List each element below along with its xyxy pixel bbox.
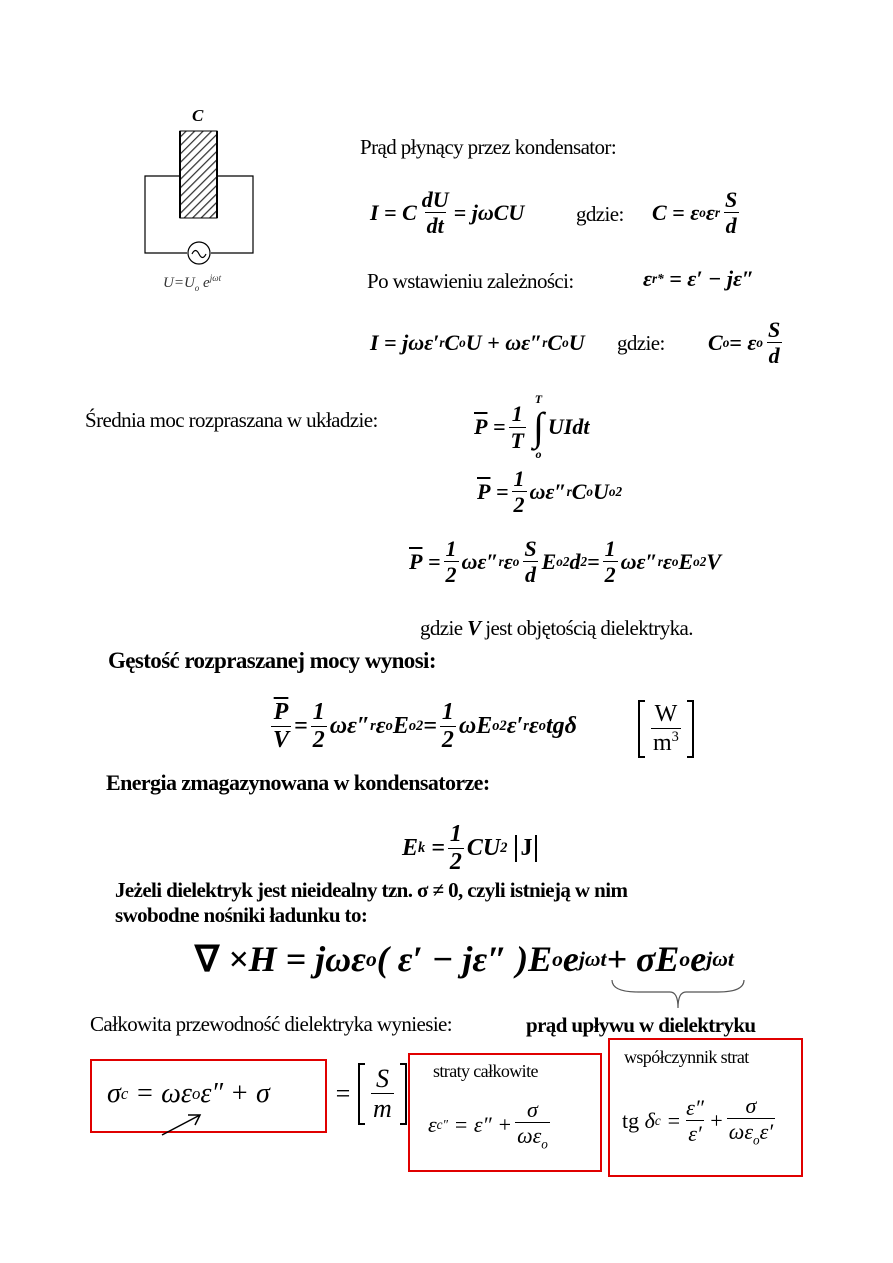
arrow-icon	[160, 1112, 205, 1138]
density-heading: Gęstość rozpraszanej mocy wynosi:	[108, 648, 436, 673]
energy-unit: J	[515, 835, 537, 862]
total-losses-equation: ε c ″ = ε″ + $\frac{\sigma}{\omega\varepsilon_o}$	[428, 1097, 548, 1152]
avg-power-formula: $\overline{P}$ = $\frac{1}{2}$ ωε″ r C o U o 2	[477, 466, 623, 518]
complex-permittivity-equation: ε r * = ε′ − jε″	[643, 266, 755, 291]
gdzie-label-2: gdzie:	[617, 331, 665, 355]
leakage-brace	[608, 978, 748, 1014]
current-heading: Prąd płynący przez kondensator:	[360, 135, 617, 159]
volume-note: gdzie V jest objętością dielektryka.	[420, 616, 693, 640]
avg-power-integral: $\overline{P}$ = $\frac{1}{T}$ T ∫ o UIdt	[474, 392, 590, 461]
loss-factor-label: współczynnik strat	[624, 1047, 749, 1067]
power-density-equation: $\frac{\overline{P}}{V}$ = $\frac{1}{2}$ ωε″ r ε o E o 2 = $\frac{1}{2}$ ωE o 2 ε′ r ε o tgδ	[273, 699, 577, 754]
dielectric-hatch	[180, 131, 217, 218]
vacuum-capacitance-equation: C o = ε o $\frac{S}{d}$	[708, 317, 781, 369]
capacitor-label: C	[192, 106, 204, 125]
nonideal-line-2: swobodne nośniki ładunku to:	[115, 903, 368, 927]
total-losses-label: straty całkowite	[433, 1061, 538, 1081]
energy-equation: E k = $\frac{1}{2}$ CU 2 J	[402, 822, 537, 875]
capacitance-equation: C = ε o ε r $\frac{S}{d}$	[652, 187, 738, 239]
avg-power-heading: Średnia moc rozpraszana w układzie:	[85, 408, 378, 432]
gdzie-label-1: gdzie:	[576, 202, 624, 226]
total-conductivity-heading: Całkowita przewodność dielektryka wyniesie:	[90, 1012, 453, 1036]
substitution-heading: Po wstawieniu zależności:	[367, 269, 574, 293]
power-density-unit: $\frac{W}{m^3}$	[638, 700, 694, 758]
leakage-label: prąd upływu w dielektryku	[526, 1013, 756, 1037]
capacitor-circuit-diagram	[135, 105, 285, 295]
ampere-law-equation: ∇ ×H = jωε o ( ε′ − jε″ )E o e jωt + σE o e jωt	[195, 939, 734, 979]
source-voltage-label: $U=U_o$ $e^{j\omega t}$	[163, 273, 222, 293]
conductivity-unit: = $\frac{S}{m}$	[334, 1063, 407, 1125]
conductivity-equation: σ c = ωε o ε″ + σ	[107, 1078, 270, 1109]
current-equation: I = C $\frac{dU}{dt}$ = jωCU	[370, 187, 525, 239]
avg-power-volume-formula: $\overline{P}$ = $\frac{1}{2}$ ωε″ r ε o $\frac{S}{d}$ E o 2 d 2 = $\frac{1}{2}$ ωε″ r ε o E o 2 V	[409, 536, 722, 588]
current-complex-equation: I = jωε′ r C o U + ωε″ r C o U	[370, 330, 585, 355]
nonideal-line-1: Jeżeli dielektryk jest nieidealny tzn. σ ≠ 0, czyli istnieją w nim	[115, 878, 628, 902]
energy-heading: Energia zmagazynowana w kondensatorze:	[106, 770, 490, 795]
loss-factor-equation: tg δ c = $\frac{\varepsilon''}{\varepsilon'}$ + $\frac{\sigma}{\omega\varepsilon_o\varepsilon'}$	[622, 1093, 774, 1148]
